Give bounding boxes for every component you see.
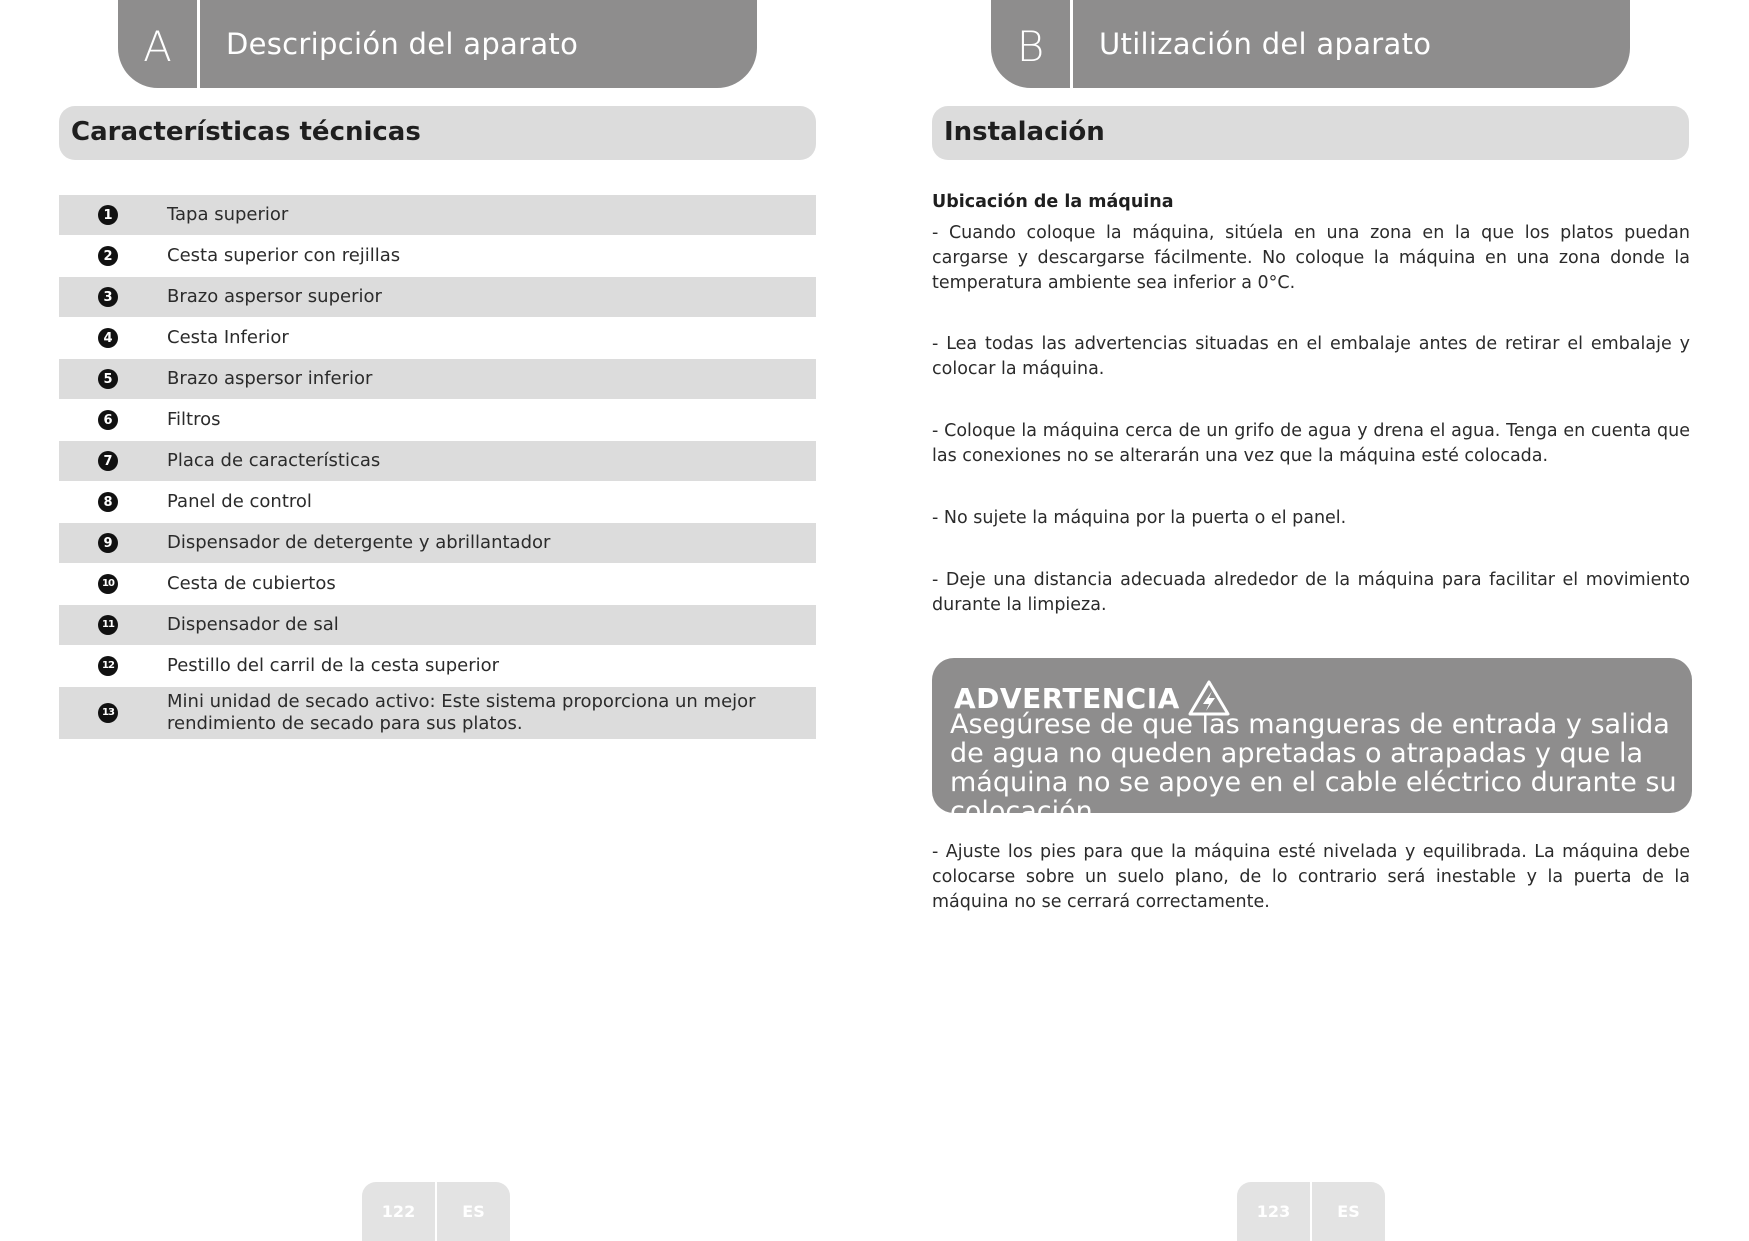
item-number: 11 bbox=[98, 615, 118, 635]
section-heading-bar bbox=[59, 106, 816, 160]
section-heading: Instalación bbox=[944, 117, 1105, 147]
list-item bbox=[59, 523, 816, 563]
paragraph: - Cuando coloque la máquina, sitúela en una zona en la que los platos puedan cargarse y descargarse fácilmente. No coloque la máquina en una zona donde la temperatura ambiente sea inferior a 0°C. bbox=[932, 223, 1690, 293]
list-item bbox=[59, 687, 816, 739]
page-footer bbox=[362, 1182, 510, 1241]
item-number: 3 bbox=[98, 287, 118, 307]
item-number: 1 bbox=[98, 205, 118, 225]
list-item bbox=[59, 317, 816, 359]
warning-title: ADVERTENCIA bbox=[954, 681, 1180, 715]
list-item bbox=[59, 359, 816, 399]
list-item bbox=[59, 399, 816, 441]
item-number: 2 bbox=[98, 246, 118, 266]
item-label: Pestillo del carril de la cesta superior bbox=[167, 655, 500, 676]
item-number: 4 bbox=[98, 328, 118, 348]
item-label: Panel de control bbox=[167, 491, 312, 512]
subheading: Ubicación de la máquina bbox=[932, 192, 1174, 212]
item-number: 7 bbox=[98, 451, 118, 471]
section-tab-b bbox=[991, 0, 1630, 88]
item-number: 6 bbox=[98, 410, 118, 430]
item-label: Placa de características bbox=[167, 450, 381, 471]
item-number: 5 bbox=[98, 369, 118, 389]
language-code: ES bbox=[462, 1202, 485, 1221]
section-heading: Características técnicas bbox=[71, 117, 421, 147]
item-label: Dispensador de sal bbox=[167, 614, 339, 635]
item-label: Cesta Inferior bbox=[167, 327, 289, 348]
item-number: 12 bbox=[98, 656, 118, 676]
page-number: 122 bbox=[381, 1202, 416, 1221]
section-tab-title: Utilización del aparato bbox=[1099, 27, 1432, 61]
list-item bbox=[59, 441, 816, 481]
item-number: 10 bbox=[98, 574, 118, 594]
list-item bbox=[59, 481, 816, 523]
list-item bbox=[59, 645, 816, 687]
item-label: Brazo aspersor superior bbox=[167, 286, 382, 307]
item-label: Brazo aspersor inferior bbox=[167, 368, 373, 389]
warning-box bbox=[932, 658, 1692, 827]
item-label: Filtros bbox=[167, 409, 221, 430]
section-letter: A bbox=[118, 0, 200, 88]
item-label: Cesta de cubiertos bbox=[167, 573, 336, 594]
paragraph: - Lea todas las advertencias situadas en el embalaje antes de retirar el embalaje y colocar la máquina. bbox=[932, 334, 1690, 379]
item-number: 8 bbox=[98, 492, 118, 512]
paragraph: - Ajuste los pies para que la máquina esté nivelada y equilibrada. La máquina debe colocarse sobre un suelo plano, de lo contrario será inestable y la puerta de la máquina no se cerrará correctamente. bbox=[932, 842, 1690, 912]
item-label: Dispensador de detergente y abrillantador bbox=[167, 532, 551, 553]
item-number: 13 bbox=[98, 703, 118, 723]
item-number: 9 bbox=[98, 533, 118, 553]
page-footer bbox=[1237, 1182, 1385, 1241]
paragraph: - No sujete la máquina por la puerta o el panel. bbox=[932, 508, 1347, 528]
warning-text: Asegúrese de que las mangueras de entrada y salida de agua no queden apretadas o atrapadas y que la máquina no se apoye en el cable eléctrico durante su colocación. bbox=[950, 709, 1677, 827]
paragraph: - Deje una distancia adecuada alrededor de la máquina para facilitar el movimiento durante la limpieza. bbox=[932, 570, 1690, 615]
language-code: ES bbox=[1337, 1202, 1360, 1221]
section-tab-a bbox=[118, 0, 757, 88]
list-item bbox=[59, 195, 816, 235]
page-number: 123 bbox=[1256, 1202, 1291, 1221]
section-heading-bar bbox=[932, 106, 1689, 160]
section-tab-title: Descripción del aparato bbox=[226, 27, 579, 61]
paragraph: - Coloque la máquina cerca de un grifo de agua y drena el agua. Tenga en cuenta que las conexiones no se alterarán una vez que la máquina esté colocada. bbox=[932, 421, 1690, 466]
item-label: Mini unidad de secado activo: Este sistema proporciona un mejor rendimiento de secado para sus platos. bbox=[167, 691, 756, 734]
item-label: Cesta superior con rejillas bbox=[167, 245, 401, 266]
parts-list bbox=[59, 195, 816, 739]
list-item bbox=[59, 563, 816, 605]
item-label: Tapa superior bbox=[167, 204, 289, 225]
list-item bbox=[59, 235, 816, 277]
section-letter: B bbox=[991, 0, 1073, 88]
list-item bbox=[59, 605, 816, 645]
list-item bbox=[59, 277, 816, 317]
